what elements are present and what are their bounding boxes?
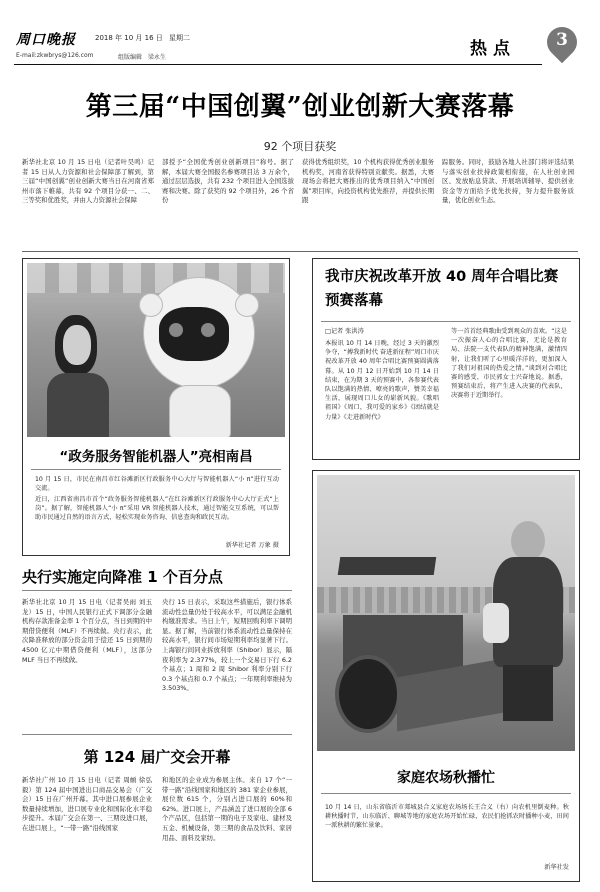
choir-column-1: 本报讯 10 月 14 日晚，经过 3 天的激烈争夺，“搏我新时代 奋进新征程”周口市庆祝改革开放 40 周年合唱比赛预赛圆满落幕。从 10 月 12 日开始到 10 月 14 日结束，在为期 3 天的预赛中，各参赛代表队以饱满的热情、嘹亮的歌声，赞美幸福生活，展现周口儿女的崭新风貌。《歌唱祖国》《周口，我可爱的家乡》《团结就是力量》《走进新时代》 — [325, 340, 439, 421]
fair-column-2: 和地区的企业成为参展主体。来自 17 个“一带一路”沿线国家和地区的 381 家企业参展，展位数 615 个，分别占进口展的 60%和 62%。进口展上，产品涵盖了进口展的全部 6 个产品区，包括第一期的电子及家电、建材及五金、机械设备，第三期的食品及饮料、家居用品、面料及家纺。 — [162, 776, 292, 842]
lead-subhead: 92 个项目获奖 — [263, 140, 337, 153]
fair-column-1: 新华社广州 10 月 15 日电（记者 周頔 徐弘毅）第 124 届中国进出口商品交易会（广交会）15 日在广州开幕。其中进口展参展企业数量持续增加，进口展专业化和国际化水平稳步提升。本届广交会在第一、三期设进口展，在进口展上，“一带一路”沿线国家 — [22, 776, 152, 832]
choir-column-2: 等一首首经典歌曲受到观众的喜欢。“这是一次振奋人心的合唱比赛，无论是教育局、法院一支代表队的精神饱满，激情四射，让我们听了心里暖洋洋的，更加深入了我们对祖国的热爱之情。”谈到对合唱比赛的感受，市民郭女士兴奋地说。据悉，预赛结束后，将产生进入决赛的代表队，决赛将于近期举行。 — [451, 328, 567, 400]
robot-credit: 新华社记者 万象 摄 — [225, 542, 279, 549]
robot-figure — [139, 277, 257, 437]
lead-bottom-rule — [22, 251, 578, 252]
seed-bag — [483, 603, 509, 643]
lead-column-4: 踪服务。同时，鼓励各地人社部门将评选结果与落实创业扶持政策相衔接，在人社创业园区、发放贴息贷款、开展培训辅导、提供创业资金等方面给予优先扶持，努力提升服务质量，优化创业生态。 — [442, 158, 574, 205]
masthead — [0, 0, 600, 70]
bank-column-1: 新华社北京 10 月 15 日电（记者吴雨 刘玉龙）15 日，中国人民银行正式下调部分金融机构存款准备金率 1 个百分点，当日到期的中期借贷便利（MLF）不再续做。央行表示，此次降准释放的部分资金用于偿还 15 日到期的 4500 亿元中期借贷便利（MLF），这部分 MLF 当日不再续做。 — [22, 598, 152, 664]
lead-column-3: 获得优秀组织奖，10 个机构获得优秀创业服务机构奖，河南省获得特别贡献奖。据悉，大赛现场会将把大赛推出的优秀项目纳入“中国创翼”项目库，向投资机构优先推荐，并提供长期跟 — [302, 158, 434, 205]
weekday-text: 星期二 — [169, 34, 190, 42]
robot-headline: “政务服务智能机器人”亮相南昌 — [59, 449, 253, 465]
bank-column-2: 央行 15 日表示，采取这些措施后，银行体系流动性总量仍处于较高水平，可以满足金融机构缴准需求。当日上午，短期回购利率下调明显。据了解，当前银行体系流动性总量保持在较高水平，银行间市场短期利率均显著下行。上海银行间同业拆放利率（Shibor）显示，隔夜利率为 2.377%，较上一个交易日下行 6.2 个基点；1 周和 2 周 Shibor 利率分别下行 0.3 个基点和 0.7 个基点；一年期利率维持为 3.503%。 — [162, 598, 292, 693]
lead-column-2: 部授予“全国优秀创业创新项目”称号。据了解，本届大赛全国报名参赛项目达 3 万余个，通过层层选拔，共有 232 个项目进入全国选拔赛和决赛。除了获奖的 92 个项目外，26 个省份 — [162, 158, 294, 205]
farm-headline-rule — [321, 793, 571, 794]
bank-headline: 央行实施定向降准 1 个百分点 — [22, 568, 223, 586]
bank-headline-rule — [22, 590, 292, 591]
robot-headline-rule — [31, 469, 281, 470]
masthead-date — [95, 33, 190, 43]
masthead-email: E-mail:zkwbrys@126.com — [16, 52, 94, 59]
choir-headline-rule — [321, 321, 571, 322]
editor-name: 梁永生 — [147, 54, 166, 61]
choir-story — [312, 258, 580, 460]
masthead-logo: 周口晚报 — [16, 32, 76, 48]
woman-figure — [47, 315, 109, 437]
masthead-editor — [118, 52, 166, 61]
tractor-canopy — [338, 557, 437, 575]
lead-headline: 第三届“中国创翼”创业创新大赛落幕 — [85, 92, 515, 122]
farm-photo — [317, 475, 575, 751]
fair-headline: 第 124 届广交会开幕 — [83, 748, 231, 766]
farm-caption: 10 月 14 日，山东省临沂市郯城县合义家庭农场场长王合义（右）向农机里倒麦种。秋耕秋播时节，山东临沂、聊城等地的家庭农场开始忙碌，农民们抢抓农时播种小麦，田间一派秋耕的繁忙景象。 — [325, 804, 569, 830]
page-number: 3 — [556, 30, 568, 50]
farm-story — [312, 470, 580, 882]
masthead-rule — [14, 64, 542, 65]
farm-headline: 家庭农场秋播忙 — [397, 770, 495, 786]
robot-photo — [27, 263, 285, 437]
farm-credit: 新华社发 — [544, 864, 569, 871]
robot-caption-1: 10 月 15 日，市民在南昌市红谷滩新区行政服务中心大厅与智能机器人“小 π”进行互动交流。 — [35, 476, 279, 493]
date-text: 2018 年 10 月 16 日 — [95, 34, 163, 42]
section-label: 热点 — [470, 39, 516, 59]
tractor-wheel — [335, 655, 401, 733]
choir-byline: □记者 张洪涛 — [325, 328, 364, 335]
editor-label: 组版编辑 — [118, 54, 143, 61]
choir-headline: 我市庆祝改革开放 40 周年合唱比赛预赛落幕 — [325, 269, 559, 309]
robot-story — [22, 258, 290, 556]
robot-caption-2: 近日，江西省南昌市首个“政务服务智能机器人”在红谷滩新区行政服务中心大厅正式“上岗”。据了解，智能机器人“小 π”采用 VR 智能机器人技术，通过智能交互系统，可以帮助市民通过自然的语言方式，轻松实现业务咨询、信息查询和政民互动。 — [35, 496, 279, 522]
fair-top-rule — [22, 734, 292, 735]
lead-column-1: 新华社北京 10 月 15 日电（记者叶昊鸣）记者 15 日从人力资源和社会保障部了解到，第三届“中国创翼”创业创新大赛当日在河南省郑州市落下帷幕，共有 92 个项目分获一、二、三等奖和优胜奖，并由人力资源社会保障 — [22, 158, 154, 205]
